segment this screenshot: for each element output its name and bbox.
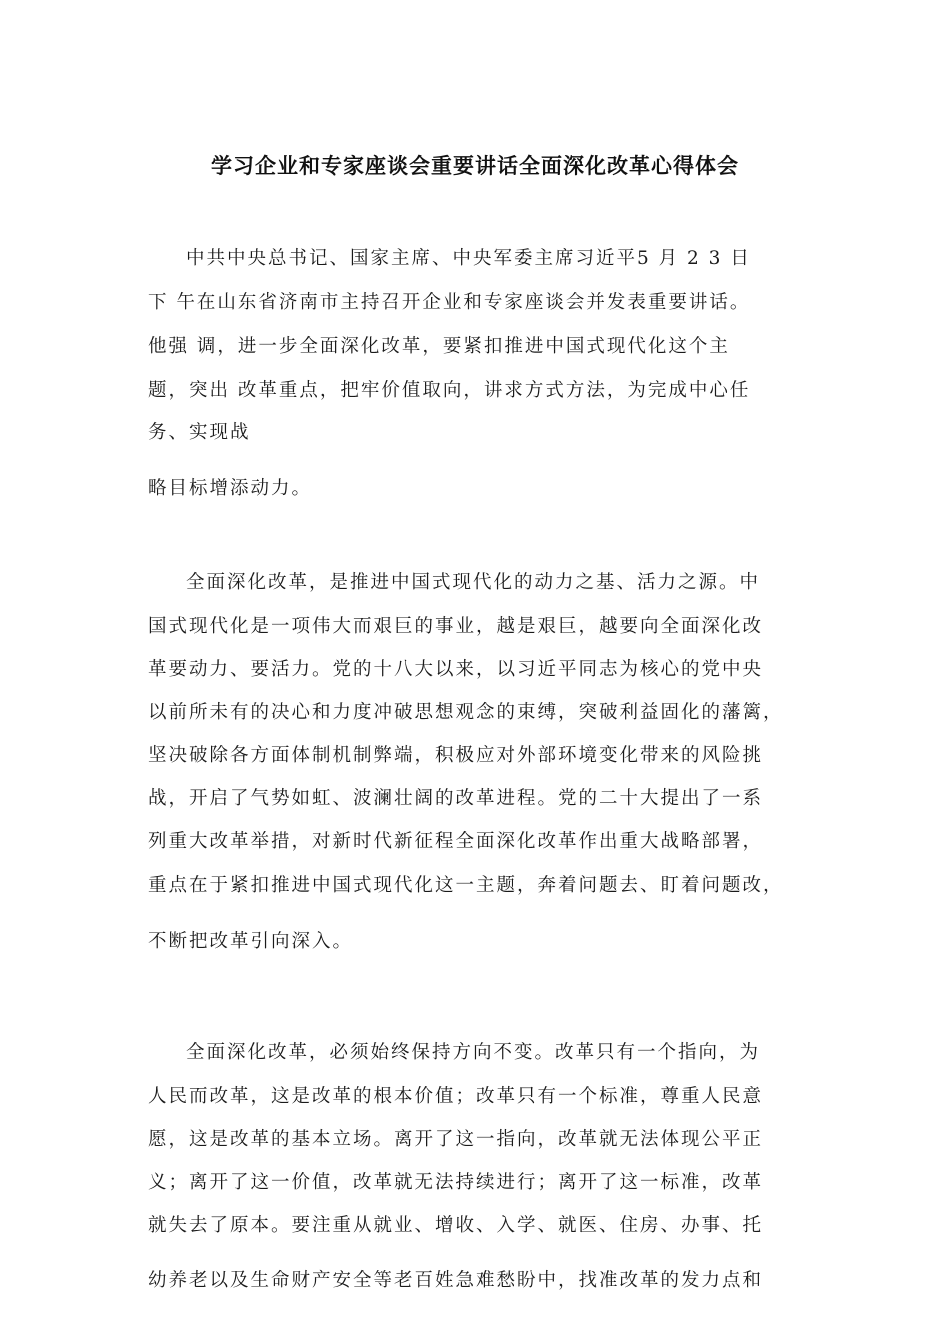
- paragraph-1-line-3: 他强 调，进一步全面深化改革，要紧扣推进中国式现代化这个主: [148, 336, 730, 357]
- paragraph-2-line-8: 重点在于紧扣推进中国式现代化这一主题，奔着问题去、盯着问题改，: [148, 875, 784, 896]
- paragraph-3-line-1: 全面深化改革，必须始终保持方向不变。改革只有一个指向，为: [186, 1042, 761, 1063]
- paragraph-2-line-9: 不断把改革引向深入。: [148, 931, 354, 952]
- paragraph-2-line-5: 坚决破除各方面体制机制弊端，积极应对外部环境变化带来的风险挑: [148, 745, 764, 766]
- paragraph-3-line-6: 幼养老以及生命财产安全等老百姓急难愁盼中，找准改革的发力点和: [148, 1270, 764, 1291]
- paragraph-2-line-7: 列重大改革举措，对新时代新征程全面深化改革作出重大战略部署，: [148, 831, 764, 852]
- paragraph-3-line-2: 人民而改革，这是改革的根本价值；改革只有一个标准，尊重人民意: [148, 1086, 764, 1107]
- paragraph-3-line-5: 就失去了原本。要注重从就业、增收、入学、就医、住房、办事、托: [148, 1215, 764, 1236]
- paragraph-2-line-3: 革要动力、要活力。党的十八大以来，以习近平同志为核心的党中央: [148, 659, 764, 680]
- paragraph-2-line-4: 以前所未有的决心和力度冲破思想观念的束缚，突破利益固化的藩篱，: [148, 702, 784, 723]
- paragraph-1-line-6: 略目标增添动力。: [148, 478, 313, 499]
- paragraph-2-line-1: 全面深化改革，是推进中国式现代化的动力之基、活力之源。中: [186, 572, 761, 593]
- paragraph-1-line-1: 中共中央总书记、国家主席、中央军委主席习近平5 月 2 3 日: [186, 248, 751, 269]
- paragraph-2-line-2: 国式现代化是一项伟大而艰巨的事业，越是艰巨，越要向全面深化改: [148, 616, 764, 637]
- paragraph-1-line-2: 下 午在山东省济南市主持召开企业和专家座谈会并发表重要讲话。: [148, 292, 751, 313]
- document-title: 学习企业和专家座谈会重要讲话全面深化改革心得体会: [211, 154, 739, 178]
- paragraph-2-line-6: 战，开启了气势如虹、波澜壮阔的改革进程。党的二十大提出了一系: [148, 788, 764, 809]
- paragraph-3-line-3: 愿，这是改革的基本立场。离开了这一指向，改革就无法体现公平正: [148, 1129, 764, 1150]
- paragraph-3-line-4: 义；离开了这一价值，改革就无法持续进行；离开了这一标准，改革: [148, 1172, 764, 1193]
- paragraph-1-line-4: 题，突出 改革重点，把牢价值取向，讲求方式方法，为完成中心任: [148, 380, 751, 401]
- paragraph-1-line-5: 务、实现战: [148, 422, 251, 443]
